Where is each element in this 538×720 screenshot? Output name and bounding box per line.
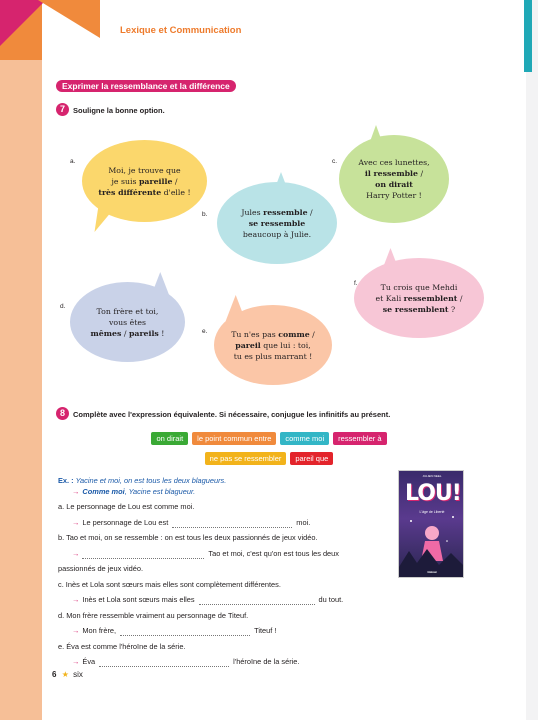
item-a-answer [58, 512, 393, 528]
example-answer [58, 486, 393, 497]
page-header: Lexique et Communication [120, 25, 242, 36]
word-chip: ressembler à [333, 432, 386, 445]
bubble-text: Tu n'es pas comme / pareil que lui : toi, tu es plus marrant ! [231, 329, 315, 361]
item-a-after: moi. [296, 517, 311, 527]
option-word: mêmes [90, 328, 122, 338]
item-d-question: d. Mon frère ressemble vraiment au personnage de Titeuf. [58, 610, 249, 620]
left-color-strip [0, 0, 42, 720]
exercise-8-instruction: Complète avec l'expression équivalente. Si nécessaire, conjugue les infinitifs au présent. [73, 410, 391, 419]
item-c-before: Inès et Lola sont sœurs mais elles [82, 595, 195, 604]
exercise-7-number: 7 [56, 103, 69, 116]
example-answer-bold: Comme moi [82, 486, 125, 496]
arrow-icon: → [72, 517, 80, 527]
bubble-letter-c: c. [332, 158, 338, 165]
speech-bubble-a [82, 140, 207, 222]
book-title-logo: LOU! [405, 481, 461, 506]
arrow-icon: → [72, 486, 80, 496]
example-line [58, 470, 393, 486]
item-c-question: c. Inès et Lola sont sœurs mais elles sont complètement différentes. [58, 579, 281, 589]
book-publisher: Glénat [427, 570, 437, 574]
word-chip: on dirait [151, 432, 188, 445]
star-icon: ★ [61, 670, 69, 679]
bubble-letter-a: a. [70, 158, 76, 165]
item-d-answer [58, 621, 393, 637]
option-word: se ressemblent [382, 304, 449, 314]
example-sentence: Yacine et moi, on est tous les deux blagueurs. [75, 475, 227, 485]
bubble-text: Jules ressemble / se ressemble beaucoup à Julie. [241, 207, 313, 239]
chapter-tab [524, 0, 532, 72]
item-a-before: Le personnage de Lou est [82, 517, 169, 527]
item-b-blank[interactable] [82, 552, 204, 559]
item-c-blank[interactable] [199, 598, 315, 605]
speech-bubble-f [354, 258, 484, 338]
exercise-8-number: 8 [56, 407, 69, 420]
option-word: il ressemble [364, 169, 418, 178]
corner-decoration-orange [38, 0, 100, 38]
book-author: JULIEN NEEL [422, 474, 442, 478]
item-d-blank[interactable] [120, 629, 250, 636]
speech-bubble-c [339, 135, 449, 223]
word-chip: ne pas se ressembler [205, 452, 287, 465]
option-word: pareils [128, 328, 159, 338]
speech-bubble-d [70, 282, 185, 362]
arrow-icon: → [72, 657, 80, 666]
option-word: se ressemble [248, 218, 306, 228]
bubble-text: Ton frère et toi, vous êtes mêmes / pareils ! [90, 306, 165, 338]
exercise-7-instruction: Souligne la bonne option. [73, 106, 165, 115]
item-e-question: e. Éva est comme l'héroïne de la série. [58, 641, 186, 651]
bubble-text: Tu crois que Mehdi et Kali ressemblent / se ressemblent ? [375, 282, 463, 314]
bubble-letter-d: d. [60, 303, 66, 310]
word-chip: le point commun entre [192, 432, 276, 445]
page-footer [52, 670, 83, 679]
bubble-text: Avec ces lunettes, il ressemble / on dirait Harry Potter ! [358, 158, 430, 200]
bubble-letter-f: f. [354, 280, 358, 287]
item-b-question: b. Tao et moi, on se ressemble : on est tous les deux passionnés de jeux vidéo. [58, 533, 318, 542]
item-e-answer [58, 652, 393, 668]
word-chip: comme moi [280, 432, 329, 445]
book-cover-image [398, 470, 464, 578]
option-word: pareille [138, 176, 173, 186]
exercise-8-items [58, 470, 393, 667]
page-number: 6 [52, 670, 57, 679]
book-illustration [399, 471, 464, 578]
page-word: six [73, 670, 83, 679]
option-word: ressemble [263, 207, 308, 217]
arrow-icon: → [72, 548, 80, 558]
item-e-before: Éva [82, 657, 96, 666]
option-word: très différente [98, 187, 162, 197]
item-d-before: Mon frère, [82, 626, 117, 635]
speech-bubble-b [217, 182, 337, 264]
arrow-icon: → [72, 595, 80, 604]
speech-bubble-e [214, 305, 332, 385]
option-word: pareil [235, 340, 261, 350]
arrow-icon: → [72, 626, 80, 635]
item-b-continuation: passionnés de jeux vidéo. [58, 564, 144, 573]
word-chip: pareil que [290, 452, 333, 465]
item-b-after: Tao et moi, c'est qu'on est tous les deux [208, 548, 339, 558]
item-d-after: Titeuf ! [254, 626, 277, 635]
item-b-answer [58, 543, 393, 559]
option-word: on dirait [375, 180, 413, 189]
item-a-question: a. Le personnage de Lou est comme moi. [58, 502, 195, 511]
bubble-text: Moi, je trouve que je suis pareille / très différente d'elle ! [98, 165, 191, 197]
word-bank-row-1 [0, 428, 538, 446]
item-e-after: l'héroïne de la série. [233, 657, 300, 666]
bubble-letter-b: b. [202, 211, 208, 218]
option-word: ressemblent [403, 293, 458, 303]
option-word: comme [278, 329, 310, 339]
speech-bubbles [42, 110, 538, 410]
section-banner: Exprimer la ressemblance et la différence [56, 80, 236, 92]
book-subtitle: L'âge de Liberté [419, 510, 445, 514]
item-c-after: du tout. [318, 595, 344, 604]
bubble-letter-e: e. [202, 328, 208, 335]
item-c-answer [58, 590, 393, 606]
item-e-blank[interactable] [99, 660, 229, 667]
example-answer-rest: , Yacine est blagueur. [124, 486, 196, 496]
word-bank-row-2 [0, 448, 538, 466]
example-prefix: Ex. : [58, 475, 74, 485]
item-a-blank[interactable] [172, 521, 292, 528]
